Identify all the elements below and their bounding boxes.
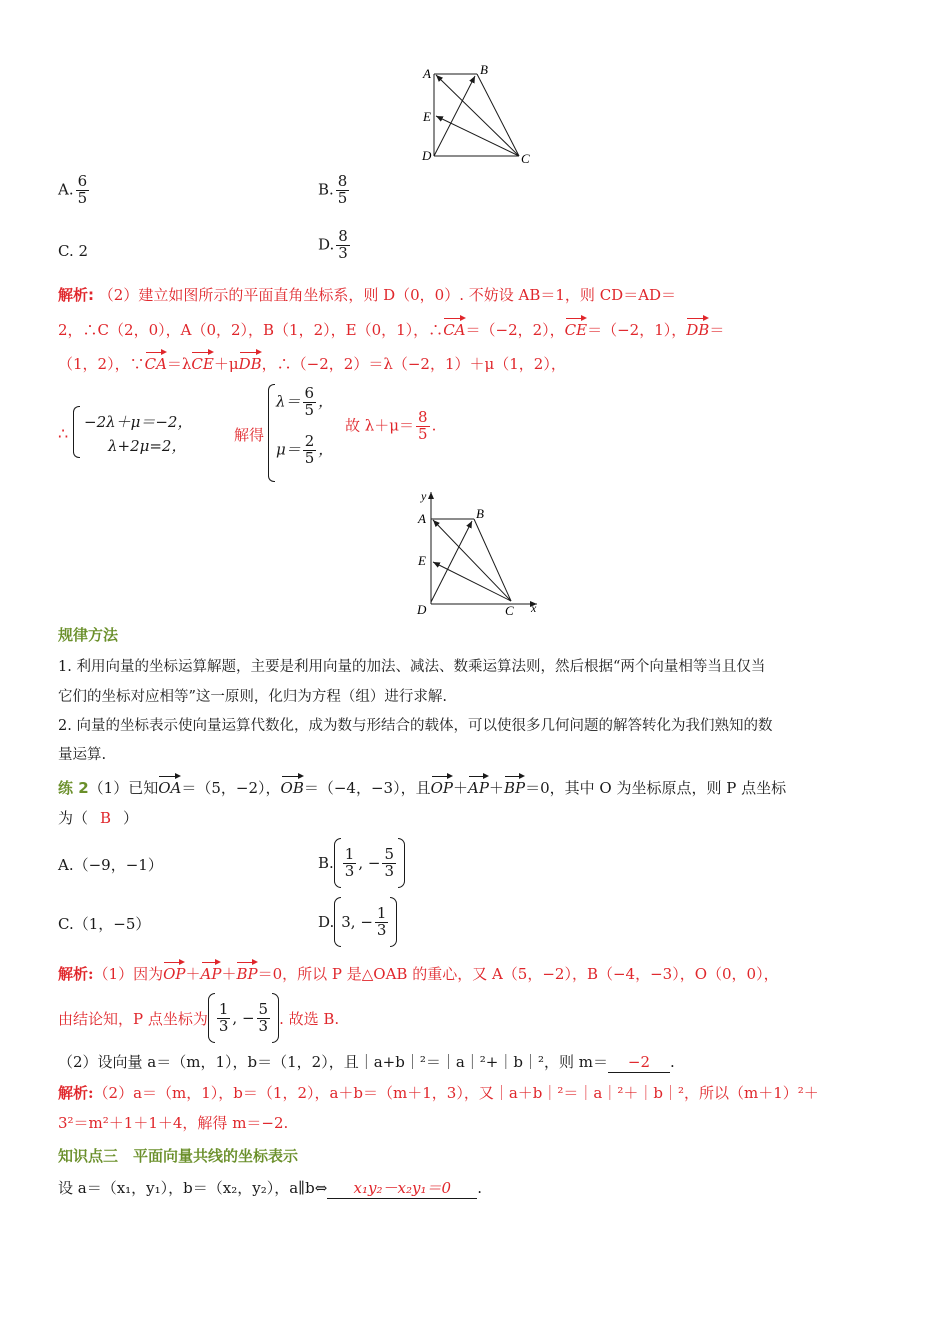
vector-ca: CA (443, 314, 465, 340)
fig1-label-c: C (521, 151, 530, 166)
sol2-n1: 1 (218, 999, 229, 1018)
mu-tail: ， (318, 440, 334, 459)
exercise2-option-b-prefix: B. (318, 854, 334, 872)
system-brace (73, 406, 80, 458)
exercise2-option-a: A.（−9，−1） (58, 856, 163, 874)
vector-ce-2: CE (191, 348, 213, 374)
exercise2-option-b (318, 838, 405, 888)
solution1-l3-a: （1，2），∵ (58, 355, 145, 373)
exercise2-l2-a: 为（ (58, 809, 89, 827)
method-p1-line1: 1. 利用向量的坐标运算解题，主要是利用向量的加法、减法、数乘运算法则，然后根据“两个向量相等当且仅当 (58, 659, 766, 675)
fig2-label-c: C (505, 603, 514, 618)
plus-3: ＋ (185, 965, 201, 983)
exercise2-l1-a: （1）已知 (88, 779, 159, 797)
option-a (58, 174, 91, 207)
figure-quadrilateral (410, 60, 540, 170)
question2-tail: . (669, 1053, 675, 1071)
solution-brace (268, 384, 275, 482)
exercise2-l1-d: ＝0，其中 O 为坐标原点，则 P 点坐标 (525, 779, 787, 797)
opt-d-den: 3 (376, 920, 387, 939)
solve-word: 解得 (234, 426, 265, 444)
option-d (318, 229, 352, 262)
vector-db-value: ＝ (709, 321, 725, 339)
solution2-line2 (58, 993, 339, 1043)
exercise2-answer: B (100, 809, 112, 827)
question2 (58, 1052, 675, 1073)
fig2-label-y: y (421, 489, 427, 503)
lambda-lhs: λ＝ (276, 392, 301, 411)
exercise2-line1 (58, 772, 786, 798)
solution1-text-b: D（0，0）. 不妨设 (383, 286, 519, 304)
plus-4: ＋ (221, 965, 237, 983)
opt-b-den2: 3 (384, 861, 394, 880)
result-tail: . (431, 416, 437, 435)
system-eq1: −2λ＋μ＝−2， (84, 413, 193, 431)
opt-b-den1: 3 (344, 861, 355, 880)
vector-ap-2: AP (201, 958, 222, 984)
solution1-l3-c: ＋μ (213, 355, 239, 373)
k3-text-a: 设 a＝（x₁，y₁），b＝（x₂，y₂），a∥b⇔ (58, 1179, 328, 1197)
solution2-l2-a: 由结论知，P 点坐标为 (58, 1009, 208, 1028)
lambda-tail: ， (318, 392, 334, 411)
fig1-label-d: D (422, 148, 432, 163)
mu-num: 2 (304, 432, 315, 450)
lambda-den: 5 (304, 400, 315, 419)
solution2-label: 解析: (58, 965, 94, 983)
conclusion (345, 410, 436, 443)
exercise2-l1-b: ＝（5，−2）， (181, 779, 281, 797)
exercise2-l2-b: ） (123, 809, 139, 827)
opt-b-sep: , − (358, 854, 381, 872)
conclusion-text: 故 λ＋μ＝ (345, 416, 415, 435)
solution1-text: （2）建立如图所示的平面直角坐标系，则 (98, 286, 384, 304)
fig2-label-d: D (417, 602, 427, 617)
option-b (318, 174, 351, 207)
option-a-prefix: A. (58, 180, 74, 199)
solution2-l2-b: . 故选 B. (279, 1009, 340, 1028)
option-a-den: 5 (77, 188, 88, 207)
method-p1-line2: 它们的坐标对应相等”这一原则，化归为方程（组）进行求解. (58, 689, 448, 705)
solution1-label: 解析: (58, 286, 94, 304)
mu-den: 5 (304, 448, 315, 467)
fig2-label-b: B (476, 506, 484, 521)
vector-db: DB (686, 314, 709, 340)
method-heading: 规律方法 (58, 626, 119, 644)
option-b-num: 8 (337, 172, 348, 190)
figure-coordinate (405, 488, 555, 618)
fig2-label-x: x (531, 601, 537, 615)
vector-db-2: DB (239, 348, 262, 374)
result-num: 8 (418, 408, 428, 426)
vector-op-2: OP (163, 958, 185, 984)
fig1-label-e: E (423, 109, 431, 124)
opt-d-a: 3, − (341, 913, 373, 931)
result-den: 5 (418, 424, 428, 443)
vector-ce: CE (565, 314, 587, 340)
k3-answer: x₁y₂－x₂y₁＝0 (327, 1178, 477, 1199)
solution1-l3-d: ，∴（−2，2）＝λ（−2，1）＋μ（1，2）， (261, 355, 566, 373)
solution2-l1-b: ＝0，所以 P 是△OAB 的重心，又 A（5，−2），B（−4，−3），O（0，0）， (257, 965, 779, 983)
knowledge-point-3-heading: 知识点三 平面向量共线的坐标表示 (58, 1147, 299, 1165)
solution2-line1 (58, 958, 779, 984)
solution1-line2 (58, 314, 724, 340)
solution1-text-c: AB＝1，则 CD＝AD＝ (518, 286, 677, 304)
option-b-prefix: B. (318, 180, 334, 199)
fig1-label-b: B (480, 62, 488, 77)
solution3-label: 解析: (58, 1084, 94, 1102)
exercise2-option-d (318, 897, 397, 947)
method-p2-line1: 2. 向量的坐标表示使向量运算代数化，成为数与形结合的载体，可以使很多几何问题的解答转化为我们熟知的数 (58, 718, 773, 734)
solution1-line1 (58, 285, 676, 305)
system-eq2: λ+2μ=2， (108, 437, 187, 455)
lambda-value (276, 386, 333, 419)
vector-op: OP (431, 772, 453, 798)
k3-tail: . (477, 1179, 483, 1197)
mu-value (276, 434, 333, 467)
option-d-prefix: D. (318, 235, 335, 254)
vector-bp: BP (504, 772, 525, 798)
solution1-line3 (58, 348, 566, 374)
solution3-line1 (58, 1083, 819, 1103)
solution3-l1: （2）a＝（m，1），b＝（1，2），a＋b＝（m＋1，3），又｜a＋b｜²＝｜a｜²＋｜b｜²，所以（m＋1）²＋ (93, 1084, 819, 1102)
sol2-n2: 5 (258, 999, 269, 1018)
fig2-label-e: E (418, 553, 426, 568)
solution3-line2: 3²＝m²＋1＋1＋4，解得 m＝−2. (58, 1114, 289, 1132)
opt-d-num: 1 (376, 903, 387, 922)
vector-oa: OA (158, 772, 181, 798)
method-p2-line2: 量运算. (58, 747, 107, 763)
vector-bp-2: BP (236, 958, 257, 984)
option-d-den: 3 (338, 243, 348, 262)
exercise2-option-d-prefix: D. (318, 913, 335, 931)
option-d-num: 8 (338, 227, 348, 245)
therefore-symbol: ∴ (58, 424, 69, 443)
sol2-d2: 3 (258, 1016, 269, 1035)
question2-text: （2）设向量 a＝（m，1），b＝（1，2），且｜a+b｜²＝｜a｜²+｜b｜²，则 m＝ (58, 1053, 608, 1071)
sol2-d1: 3 (218, 1016, 229, 1035)
plus-2: ＋ (488, 779, 504, 797)
exercise2-line2 (58, 808, 138, 828)
exercise2-option-c: C.（1，−5） (58, 915, 151, 933)
solution2-l1-a: （1）因为 (93, 965, 164, 983)
solution1-l2-text: 2，∴C（2，0），A（0，2），B（1，2），E（0，1），∴ (58, 321, 444, 339)
sol2-sep: , − (232, 1009, 255, 1027)
lambda-num: 6 (304, 384, 315, 402)
vector-ap: AP (468, 772, 489, 798)
solution1-l3-b: ＝λ (166, 355, 192, 373)
option-c: C. 2 (58, 242, 89, 260)
opt-b-num1: 1 (344, 844, 355, 863)
fig1-label-a: A (423, 66, 431, 81)
mu-lhs: μ＝ (276, 440, 301, 459)
vector-ca-value: ＝（−2，2）， (465, 321, 565, 339)
vector-ca-2: CA (145, 348, 167, 374)
knowledge-point-3-text (58, 1178, 482, 1199)
plus-1: ＋ (452, 779, 468, 797)
opt-b-num2: 5 (384, 844, 394, 863)
question2-answer: −2 (608, 1052, 670, 1073)
option-a-num: 6 (77, 172, 88, 190)
exercise2-label: 练 2 (58, 779, 89, 797)
vector-ce-value: ＝（−2，1）， (587, 321, 687, 339)
option-b-den: 5 (337, 188, 348, 207)
fig2-label-a: A (418, 511, 426, 526)
vector-ob: OB (281, 772, 304, 798)
exercise2-l1-c: ＝（−4，−3），且 (303, 779, 431, 797)
